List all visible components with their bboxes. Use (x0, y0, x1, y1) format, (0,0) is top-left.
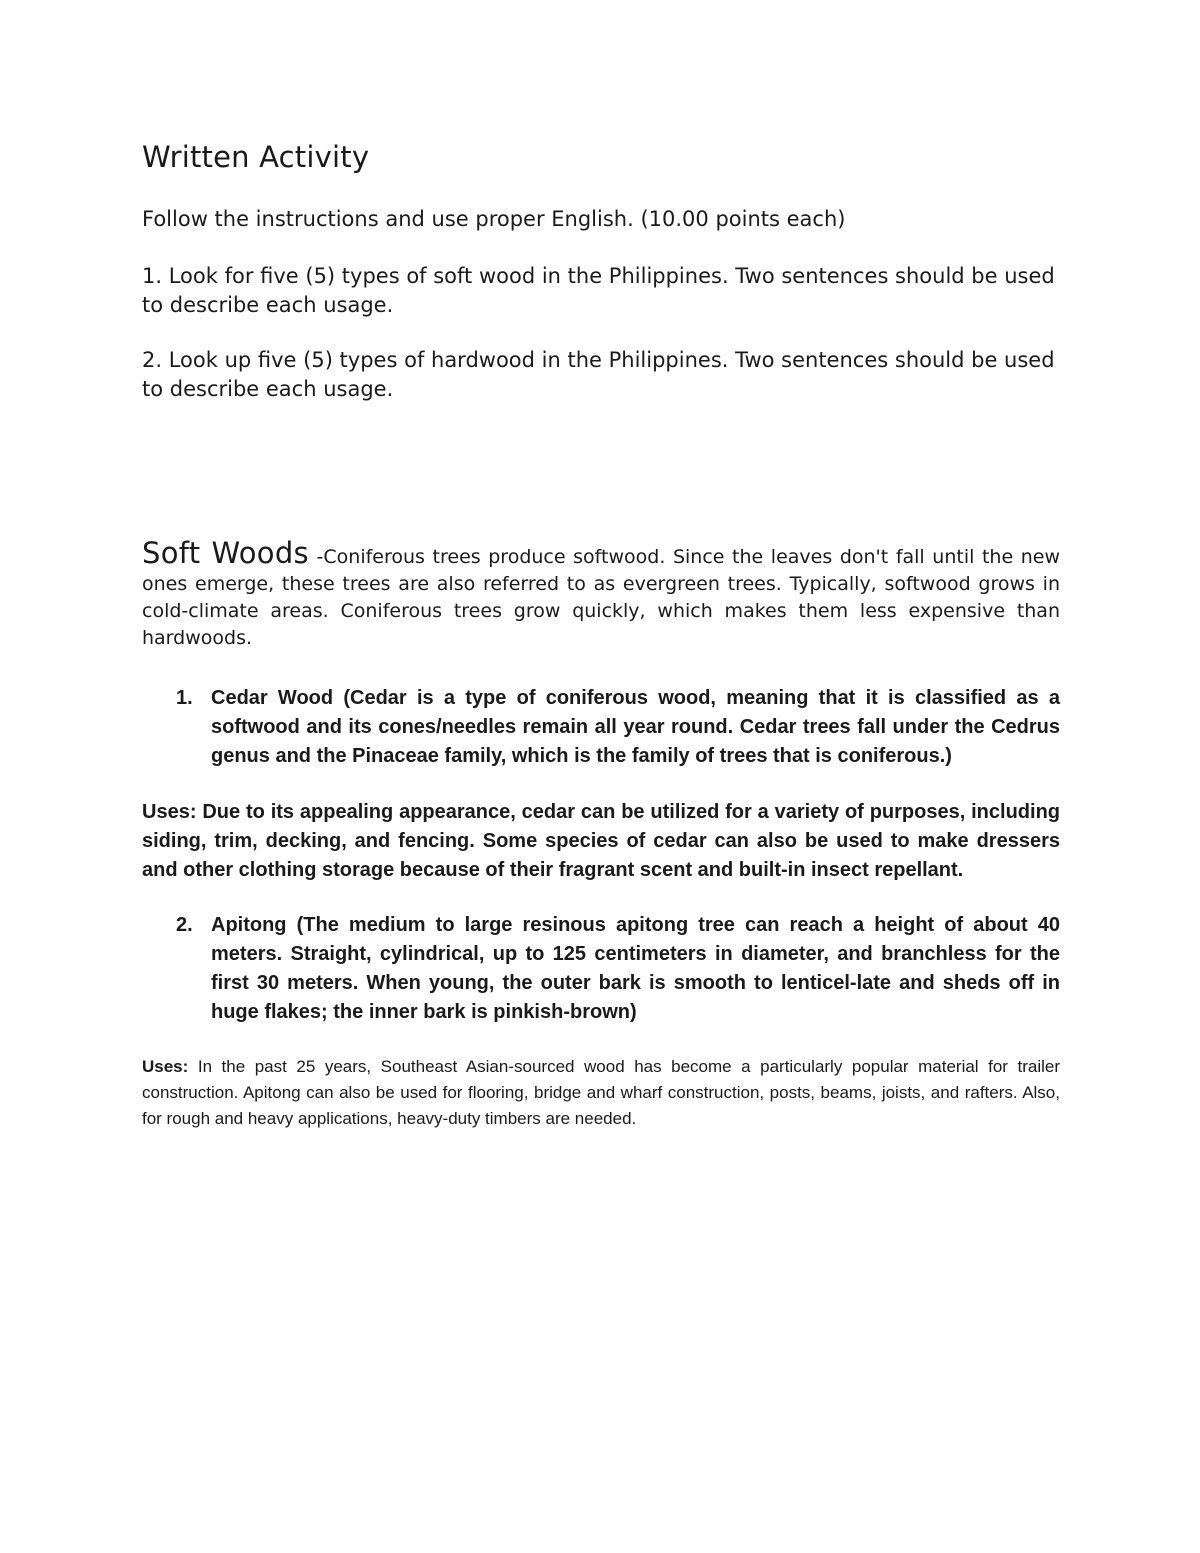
list-item (142, 911, 1060, 1027)
uses-paragraph (142, 798, 1060, 885)
list-item-text (211, 684, 1060, 771)
uses-paragraph (142, 1054, 1060, 1132)
list-item-number: 1. (176, 687, 193, 709)
question-1: 1. Look for five (5) types of soft wood in the Philippines. Two sentences should be used to describe each usage. (142, 264, 1055, 317)
list-item (142, 684, 1060, 771)
list-item-number: 2. (176, 914, 193, 936)
question-2: 2. Look up five (5) types of hardwood in the Philippines. Two sentences should be used to describe each usage. (142, 348, 1055, 401)
list-item-name: Apitong (211, 914, 287, 936)
list-item-description: (Cedar is a type of coniferous wood, meaning that it is classified as a softwood and its cones/needles remain all year round. Cedar trees fall under the Cedrus genus and the Pinaceae family, which is the family of trees that is coniferous.) (211, 687, 1060, 767)
page-title: Written Activity (142, 140, 370, 174)
list-item-text (211, 911, 1060, 1027)
uses-text: In the past 25 years, Southeast Asian-sourced wood has become a particularly popular material for trailer construction. Apitong can also be used for flooring, bridge and wharf construction, posts, beams, joists, and rafters. Also, for rough and heavy applications, heavy-duty timbers are needed. (142, 1057, 1060, 1128)
section-description: -Coniferous trees produce softwood. Since the leaves don't fall until the new ones emerge, these trees are also referred to as evergreen trees. Typically, softwood grows in cold-climate areas. Coniferous trees grow quickly, which makes them less expensive than hardwoods. (142, 546, 1060, 649)
uses-label: Uses: (142, 801, 197, 823)
uses-text: Due to its appealing appearance, cedar can be utilized for a variety of purposes, including siding, trim, decking, and fencing. Some species of cedar can also be used to make dressers and other clothing storage because of their fragrant scent and built-in insect repellant. (142, 801, 1060, 881)
soft-woods-section (142, 536, 1060, 652)
list-item-name: Cedar Wood (211, 687, 334, 709)
list-item-description: (The medium to large resinous apitong tree can reach a height of about 40 meters. Straight, cylindrical, up to 125 centimeters in diameter, and branchless for the first 30 meters. When young, the outer bark is smooth to lenticel-late and sheds off in huge flakes; the inner bark is pinkish-brown) (211, 914, 1060, 1023)
instructions-text: Follow the instructions and use proper English. (10.00 points each) (142, 207, 846, 231)
uses-label: Uses: (142, 1057, 189, 1076)
section-heading: Soft Woods (142, 536, 309, 570)
